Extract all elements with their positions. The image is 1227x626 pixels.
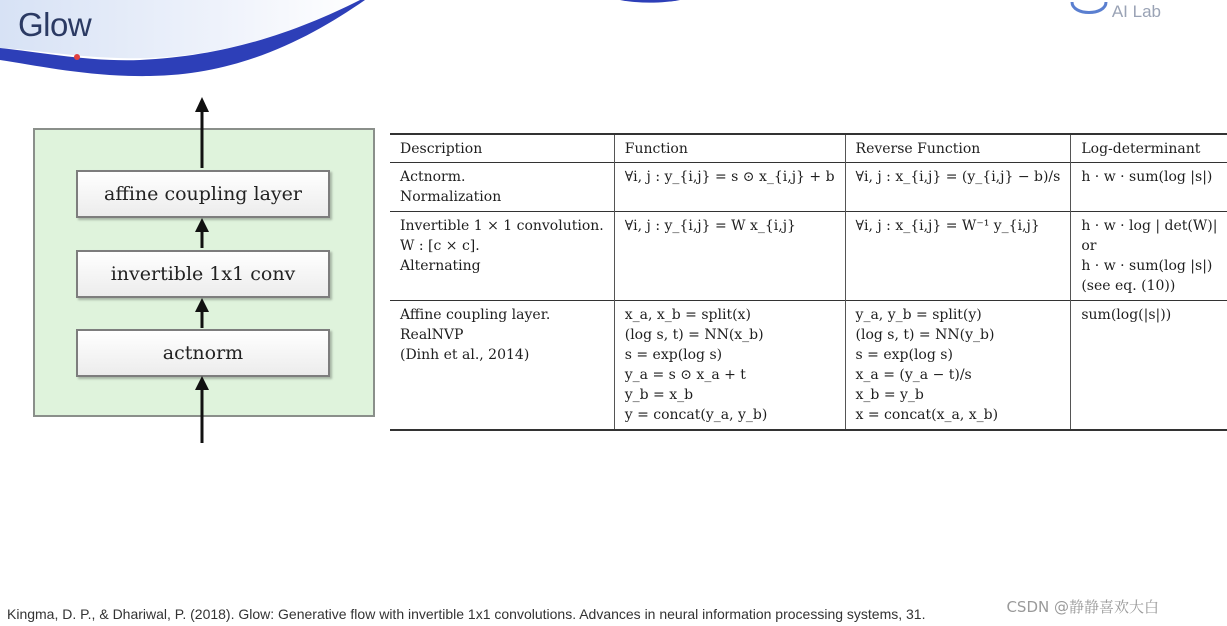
line: Actnorm.: [400, 169, 466, 185]
header-log-determinant: Log-determinant: [1071, 134, 1227, 163]
line: ∀i, j : x_{i,j} = (y_{i,j} − b)/s: [855, 169, 1061, 185]
line: h · w · sum(log |s|): [1081, 258, 1213, 274]
line: (log s, t) = NN(y_b): [855, 327, 995, 343]
line: y_a, y_b = split(y): [855, 307, 982, 323]
cell-reverse-function: [845, 301, 1071, 431]
glow-steps-table: [390, 133, 1218, 431]
cell-description: [390, 212, 614, 301]
line: y_b = x_b: [624, 387, 694, 403]
lab-logo-icon: [1070, 2, 1108, 22]
citation-footer: Kingma, D. P., & Dhariwal, P. (2018). Glow: Generative flow with invertible 1x1 convolutions. Advances in neural information processing systems, 31.: [7, 606, 926, 622]
table-row-affine-coupling: [390, 301, 1227, 431]
lab-logo: [1070, 0, 1161, 24]
line: ∀i, j : y_{i,j} = s ⊙ x_{i,j} + b: [624, 169, 835, 185]
glow-flow-diagram: [33, 96, 375, 446]
line: Affine coupling layer.: [400, 307, 551, 323]
table-row-actnorm: [390, 163, 1227, 212]
cell-reverse-function: [845, 163, 1071, 212]
line: y_a = s ⊙ x_a + t: [624, 367, 746, 383]
table-header-row: [390, 134, 1227, 163]
cell-description: [390, 301, 614, 431]
lab-logo-text: AI Lab: [1111, 2, 1161, 21]
line: x_a = (y_a − t)/s: [855, 367, 972, 383]
line: x = concat(x_a, x_b): [855, 407, 999, 423]
line: ∀i, j : x_{i,j} = W⁻¹ y_{i,j}: [855, 218, 1040, 234]
cell-log-determinant: [1071, 301, 1227, 431]
affine-coupling-layer-box: affine coupling layer: [76, 170, 330, 218]
cell-log-determinant: [1071, 163, 1227, 212]
line: W : [c × c].: [400, 238, 480, 254]
line: RealNVP: [400, 327, 464, 343]
line: (see eq. (10)): [1081, 278, 1176, 294]
actnorm-layer-box: actnorm: [76, 329, 330, 377]
cell-function: [614, 163, 845, 212]
header-wave-decoration: [0, 0, 1167, 100]
cell-log-determinant: [1071, 212, 1227, 301]
line: Invertible 1 × 1 convolution.: [400, 218, 604, 234]
line: (log s, t) = NN(x_b): [624, 327, 764, 343]
watermark: CSDN @静静喜欢大白: [1006, 598, 1159, 616]
line: s = exp(log s): [624, 347, 723, 363]
table-row-invertible-conv: [390, 212, 1227, 301]
cell-description: [390, 163, 614, 212]
line: h · w · sum(log |s|): [1081, 169, 1213, 185]
line: s = exp(log s): [855, 347, 953, 363]
line: y = concat(y_a, y_b): [624, 407, 768, 423]
slide-title: Glow: [18, 6, 92, 43]
line: sum(log(|s|)): [1081, 307, 1172, 323]
cell-function: [614, 301, 845, 431]
line: ∀i, j : y_{i,j} = W x_{i,j}: [624, 218, 796, 234]
line: Alternating: [400, 258, 481, 274]
line: Normalization: [400, 189, 502, 205]
line: h · w · log | det(W)|: [1081, 218, 1218, 234]
cell-reverse-function: [845, 212, 1071, 301]
line: x_a, x_b = split(x): [624, 307, 751, 323]
header-description: Description: [400, 141, 483, 157]
cell-function: [614, 212, 845, 301]
invertible-conv-layer-box: invertible 1x1 conv: [76, 250, 330, 298]
line: or: [1081, 238, 1097, 254]
header-function: Function: [614, 134, 845, 163]
line: (Dinh et al., 2014): [400, 347, 530, 363]
line: x_b = y_b: [855, 387, 924, 403]
header-reverse-function: Reverse Function: [845, 134, 1071, 163]
